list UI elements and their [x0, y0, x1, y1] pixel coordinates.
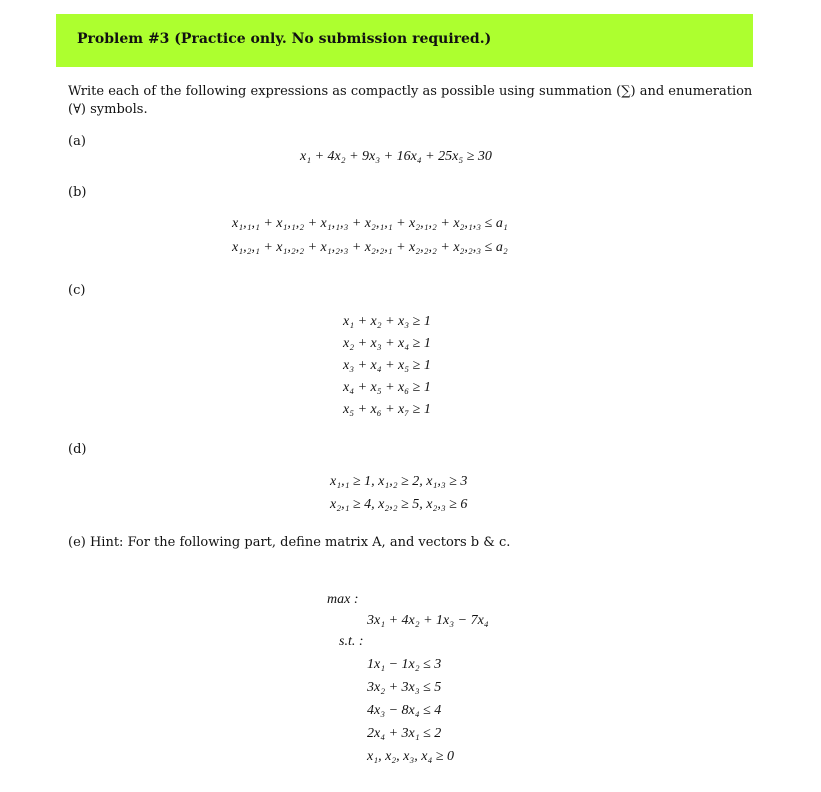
max-label: max : [327, 592, 359, 607]
part-c-equation-2: x₂ + x₃ + x₄ ≥ 1 [343, 336, 431, 351]
instructions-text: Write each of the following expressions as compactly as possible using summation (∑) and enumeration (∀) symbols. [68, 84, 753, 117]
part-a-label: (a) [68, 134, 86, 149]
part-c-equation-1: x₁ + x₂ + x₃ ≥ 1 [343, 314, 431, 329]
part-b-equation-1: x₁,₁,₁ + x₁,₁,₂ + x₁,₁,₃ + x₂,₁,₁ + x₂,₁,₂ + x₂,₁,₃ ≤ a₁ [232, 216, 508, 231]
part-b-label: (b) [68, 185, 87, 200]
part-c-equation-3: x₃ + x₄ + x₅ ≥ 1 [343, 358, 431, 373]
subject-to-label: s.t. : [339, 634, 364, 649]
problem-title: Problem #3 (Practice only. No submission required.) [77, 31, 492, 47]
nonnegativity-constraint: x₁, x₂, x₃, x₄ ≥ 0 [367, 749, 455, 764]
constraint-4: 2x₄ + 3x₁ ≤ 2 [367, 726, 442, 741]
part-d-label: (d) [68, 442, 87, 457]
part-b-equation-2: x₁,₂,₁ + x₁,₂,₂ + x₁,₂,₃ + x₂,₂,₁ + x₂,₂,₂ + x₂,₂,₃ ≤ a₂ [232, 240, 508, 255]
constraint-2: 3x₂ + 3x₃ ≤ 5 [367, 680, 442, 695]
part-c-equation-4: x₄ + x₅ + x₆ ≥ 1 [343, 380, 431, 395]
constraint-1: 1x₁ − 1x₂ ≤ 3 [367, 657, 442, 672]
objective-function: 3x₁ + 4x₂ + 1x₃ − 7x₄ [367, 613, 489, 628]
part-c-equation-5: x₅ + x₆ + x₇ ≥ 1 [343, 402, 431, 417]
part-d-equation-2: x₂,₁ ≥ 4, x₂,₂ ≥ 5, x₂,₃ ≥ 6 [330, 497, 468, 512]
constraint-3: 4x₃ − 8x₄ ≤ 4 [367, 703, 442, 718]
part-c-label: (c) [68, 283, 86, 298]
part-a-equation-1: x₁ + 4x₂ + 9x₃ + 16x₄ + 25x₅ ≥ 30 [300, 149, 492, 164]
problem-header-banner [56, 14, 753, 67]
part-d-equation-1: x₁,₁ ≥ 1, x₁,₂ ≥ 2, x₁,₃ ≥ 3 [330, 474, 468, 489]
part-e-hint: (e) Hint: For the following part, define matrix A, and vectors b & c. [68, 535, 511, 550]
